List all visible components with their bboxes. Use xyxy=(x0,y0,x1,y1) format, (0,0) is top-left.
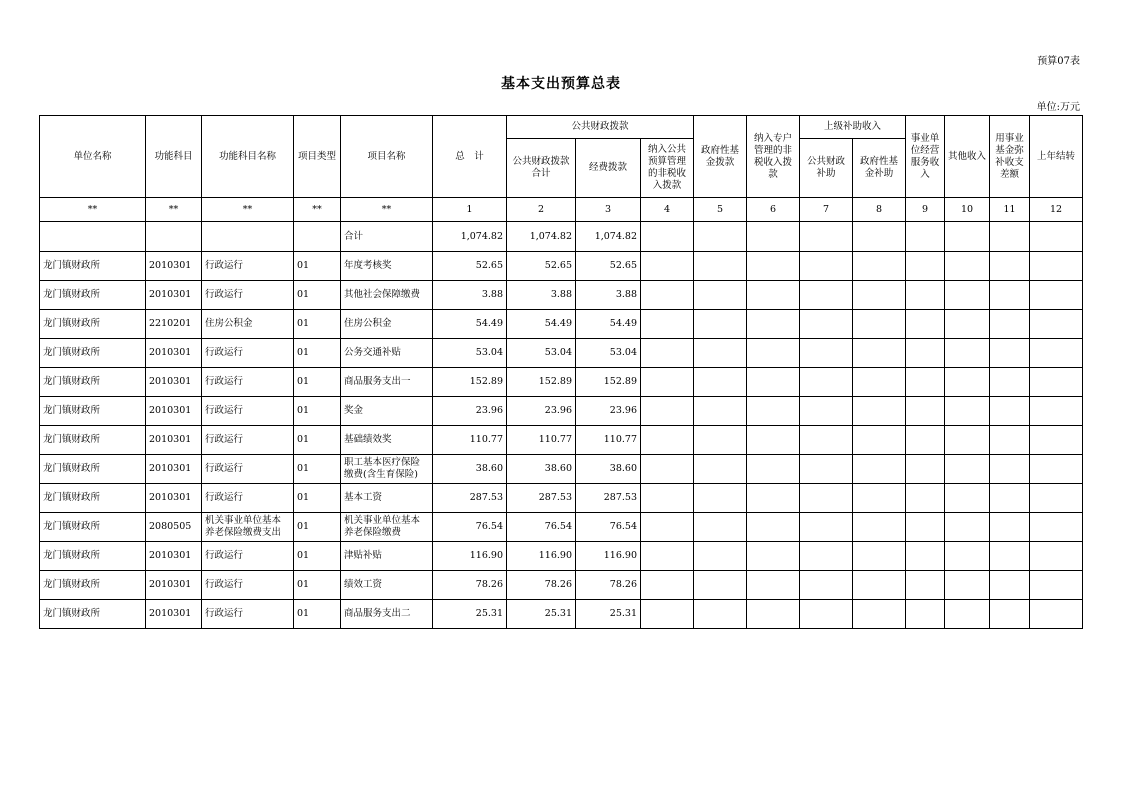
cell-func-name: 行政运行 xyxy=(202,484,294,513)
cell-empty xyxy=(1030,571,1083,600)
cell-func-code: 2010301 xyxy=(146,484,202,513)
cell-item-name: 商品服务支出一 xyxy=(341,368,433,397)
cell-empty xyxy=(800,368,853,397)
header-total: 总 计 xyxy=(433,116,507,198)
cell-empty xyxy=(945,571,990,600)
cell-empty xyxy=(853,310,906,339)
cell-empty xyxy=(853,368,906,397)
cell-pf-total: 116.90 xyxy=(507,542,576,571)
header-item-type: 项目类型 xyxy=(294,116,341,198)
table-row xyxy=(40,281,1083,310)
cell-empty xyxy=(990,426,1030,455)
cell-empty xyxy=(1030,397,1083,426)
total-empty-cell xyxy=(146,222,202,252)
cell-func-name: 行政运行 xyxy=(202,542,294,571)
index-cell: 12 xyxy=(1030,198,1083,222)
cell-empty xyxy=(990,542,1030,571)
cell-empty xyxy=(641,513,694,542)
cell-func-code: 2010301 xyxy=(146,281,202,310)
cell-empty xyxy=(906,455,945,484)
header-superior-subsidy: 上级补助收入 xyxy=(800,116,906,139)
cell-empty xyxy=(694,339,747,368)
cell-item-type: 01 xyxy=(294,310,341,339)
cell-empty xyxy=(906,252,945,281)
cell-pf-total: 53.04 xyxy=(507,339,576,368)
cell-empty xyxy=(945,397,990,426)
table-row xyxy=(40,426,1083,455)
cell-pf-total: 25.31 xyxy=(507,600,576,629)
cell-empty xyxy=(853,397,906,426)
index-row xyxy=(40,198,1083,222)
cell-empty xyxy=(694,426,747,455)
cell-func-name: 行政运行 xyxy=(202,339,294,368)
cell-unit-name: 龙门镇财政所 xyxy=(40,484,146,513)
total-row xyxy=(40,222,1083,252)
total-empty-cell xyxy=(694,222,747,252)
cell-empty xyxy=(800,426,853,455)
header-gov-fund: 政府性基金拨款 xyxy=(694,116,747,198)
cell-pf-total: 38.60 xyxy=(507,455,576,484)
cell-item-type: 01 xyxy=(294,252,341,281)
cell-empty xyxy=(641,281,694,310)
cell-empty xyxy=(800,455,853,484)
cell-empty xyxy=(1030,600,1083,629)
cell-empty xyxy=(945,455,990,484)
header-unit-name: 单位名称 xyxy=(40,116,146,198)
cell-func-code: 2010301 xyxy=(146,426,202,455)
cell-empty xyxy=(641,484,694,513)
header-item-name: 项目名称 xyxy=(341,116,433,198)
cell-empty xyxy=(747,455,800,484)
cell-empty xyxy=(800,252,853,281)
cell-total: 78.26 xyxy=(433,571,507,600)
cell-func-name: 行政运行 xyxy=(202,571,294,600)
index-cell: 4 xyxy=(641,198,694,222)
cell-func-code: 2010301 xyxy=(146,542,202,571)
cell-empty xyxy=(853,513,906,542)
cell-empty xyxy=(800,484,853,513)
cell-empty xyxy=(694,484,747,513)
cell-total: 54.49 xyxy=(433,310,507,339)
cell-empty xyxy=(906,426,945,455)
cell-empty xyxy=(694,513,747,542)
cell-empty xyxy=(800,339,853,368)
header-func-code: 功能科目 xyxy=(146,116,202,198)
cell-empty xyxy=(906,281,945,310)
cell-empty xyxy=(694,397,747,426)
cell-func-name: 行政运行 xyxy=(202,281,294,310)
cell-func-code: 2010301 xyxy=(146,455,202,484)
cell-empty xyxy=(945,339,990,368)
cell-empty xyxy=(747,397,800,426)
cell-func-code: 2010301 xyxy=(146,252,202,281)
header-fund-balance: 用事业基金弥补收支差额 xyxy=(990,116,1030,198)
cell-total: 38.60 xyxy=(433,455,507,484)
cell-empty xyxy=(990,513,1030,542)
cell-unit-name: 龙门镇财政所 xyxy=(40,310,146,339)
cell-empty xyxy=(1030,484,1083,513)
cell-empty xyxy=(906,339,945,368)
index-cell: 2 xyxy=(507,198,576,222)
cell-total: 52.65 xyxy=(433,252,507,281)
cell-empty xyxy=(641,252,694,281)
total-amount: 1,074.82 xyxy=(433,222,507,252)
form-code: 预算07表 xyxy=(1037,56,1080,67)
cell-empty xyxy=(641,571,694,600)
table-row xyxy=(40,252,1083,281)
header-sub-public: 公共财政补助 xyxy=(800,139,853,198)
page-title: 基本支出预算总表 xyxy=(501,76,621,92)
cell-empty xyxy=(1030,339,1083,368)
cell-empty xyxy=(945,252,990,281)
cell-total: 3.88 xyxy=(433,281,507,310)
cell-empty xyxy=(694,310,747,339)
cell-func-name: 行政运行 xyxy=(202,252,294,281)
cell-item-type: 01 xyxy=(294,368,341,397)
table-row xyxy=(40,455,1083,484)
cell-empty xyxy=(694,368,747,397)
cell-empty xyxy=(906,513,945,542)
cell-empty xyxy=(990,368,1030,397)
cell-unit-name: 龙门镇财政所 xyxy=(40,513,146,542)
cell-empty xyxy=(747,339,800,368)
index-cell: ** xyxy=(202,198,294,222)
cell-empty xyxy=(945,281,990,310)
cell-item-name: 住房公积金 xyxy=(341,310,433,339)
cell-pf-total: 76.54 xyxy=(507,513,576,542)
index-cell: ** xyxy=(341,198,433,222)
header-business-income: 事业单位经营服务收入 xyxy=(906,116,945,198)
cell-empty xyxy=(853,426,906,455)
cell-func-name: 行政运行 xyxy=(202,397,294,426)
cell-empty xyxy=(747,600,800,629)
index-cell: 7 xyxy=(800,198,853,222)
index-cell: 8 xyxy=(853,198,906,222)
cell-empty xyxy=(1030,310,1083,339)
cell-pf-total: 152.89 xyxy=(507,368,576,397)
cell-pf-total: 3.88 xyxy=(507,281,576,310)
table-body xyxy=(40,222,1083,629)
cell-pf-funds: 110.77 xyxy=(576,426,641,455)
cell-empty xyxy=(641,600,694,629)
cell-empty xyxy=(694,571,747,600)
cell-empty xyxy=(694,281,747,310)
total-empty-cell xyxy=(747,222,800,252)
cell-item-name: 奖金 xyxy=(341,397,433,426)
cell-empty xyxy=(800,513,853,542)
budget-table xyxy=(39,115,1083,629)
table-row xyxy=(40,600,1083,629)
cell-pf-funds: 53.04 xyxy=(576,339,641,368)
cell-pf-total: 54.49 xyxy=(507,310,576,339)
cell-empty xyxy=(990,281,1030,310)
cell-empty xyxy=(800,310,853,339)
index-cell: 9 xyxy=(906,198,945,222)
cell-total: 53.04 xyxy=(433,339,507,368)
cell-empty xyxy=(906,368,945,397)
cell-pf-funds: 76.54 xyxy=(576,513,641,542)
cell-empty xyxy=(945,310,990,339)
cell-empty xyxy=(800,397,853,426)
cell-item-name: 公务交通补贴 xyxy=(341,339,433,368)
cell-empty xyxy=(853,542,906,571)
total-empty-cell xyxy=(945,222,990,252)
cell-total: 287.53 xyxy=(433,484,507,513)
cell-empty xyxy=(853,600,906,629)
table-row xyxy=(40,513,1083,542)
cell-func-name: 行政运行 xyxy=(202,600,294,629)
cell-pf-funds: 78.26 xyxy=(576,571,641,600)
cell-empty xyxy=(747,252,800,281)
cell-func-code: 2210201 xyxy=(146,310,202,339)
total-empty-cell xyxy=(202,222,294,252)
cell-empty xyxy=(747,484,800,513)
cell-pf-funds: 116.90 xyxy=(576,542,641,571)
cell-empty xyxy=(694,252,747,281)
header-pf-funds: 经费拨款 xyxy=(576,139,641,198)
cell-func-name: 机关事业单位基本养老保险缴费支出 xyxy=(202,513,294,542)
cell-empty xyxy=(747,368,800,397)
cell-func-code: 2010301 xyxy=(146,397,202,426)
cell-item-name: 职工基本医疗保险缴费(含生育保险) xyxy=(341,455,433,484)
cell-item-name: 机关事业单位基本养老保险缴费 xyxy=(341,513,433,542)
cell-empty xyxy=(906,542,945,571)
cell-pf-total: 287.53 xyxy=(507,484,576,513)
cell-pf-funds: 25.31 xyxy=(576,600,641,629)
cell-empty xyxy=(641,368,694,397)
header-special-nontax: 纳入专户管理的非税收入拨款 xyxy=(747,116,800,198)
cell-empty xyxy=(641,397,694,426)
cell-unit-name: 龙门镇财政所 xyxy=(40,252,146,281)
cell-empty xyxy=(747,513,800,542)
cell-empty xyxy=(747,542,800,571)
cell-empty xyxy=(945,368,990,397)
cell-empty xyxy=(853,455,906,484)
cell-empty xyxy=(641,542,694,571)
cell-empty xyxy=(641,455,694,484)
total-empty-cell xyxy=(990,222,1030,252)
cell-item-type: 01 xyxy=(294,339,341,368)
cell-unit-name: 龙门镇财政所 xyxy=(40,571,146,600)
cell-unit-name: 龙门镇财政所 xyxy=(40,368,146,397)
cell-func-code: 2010301 xyxy=(146,368,202,397)
cell-pf-funds: 52.65 xyxy=(576,252,641,281)
cell-item-type: 01 xyxy=(294,571,341,600)
cell-empty xyxy=(800,542,853,571)
cell-item-name: 其他社会保障缴费 xyxy=(341,281,433,310)
index-cell: ** xyxy=(294,198,341,222)
cell-empty xyxy=(1030,542,1083,571)
cell-empty xyxy=(990,571,1030,600)
cell-pf-funds: 23.96 xyxy=(576,397,641,426)
cell-empty xyxy=(990,339,1030,368)
cell-empty xyxy=(694,600,747,629)
cell-unit-name: 龙门镇财政所 xyxy=(40,281,146,310)
cell-item-type: 01 xyxy=(294,281,341,310)
cell-empty xyxy=(1030,281,1083,310)
index-cell: 10 xyxy=(945,198,990,222)
total-empty-cell xyxy=(906,222,945,252)
cell-item-type: 01 xyxy=(294,484,341,513)
total-label: 合计 xyxy=(341,222,433,252)
cell-empty xyxy=(990,310,1030,339)
cell-item-type: 01 xyxy=(294,600,341,629)
cell-empty xyxy=(945,600,990,629)
table-header xyxy=(40,116,1083,222)
cell-empty xyxy=(800,281,853,310)
cell-func-name: 行政运行 xyxy=(202,368,294,397)
index-cell: 3 xyxy=(576,198,641,222)
cell-unit-name: 龙门镇财政所 xyxy=(40,455,146,484)
total-empty-cell xyxy=(40,222,146,252)
total-pf-funds: 1,074.82 xyxy=(576,222,641,252)
cell-empty xyxy=(906,310,945,339)
total-empty-cell xyxy=(294,222,341,252)
total-empty-cell xyxy=(1030,222,1083,252)
cell-pf-funds: 54.49 xyxy=(576,310,641,339)
header-sub-gov-fund: 政府性基金补助 xyxy=(853,139,906,198)
cell-total: 110.77 xyxy=(433,426,507,455)
cell-item-type: 01 xyxy=(294,455,341,484)
table-row xyxy=(40,310,1083,339)
table-row xyxy=(40,484,1083,513)
cell-total: 116.90 xyxy=(433,542,507,571)
total-pf-total: 1,074.82 xyxy=(507,222,576,252)
cell-item-name: 绩效工资 xyxy=(341,571,433,600)
cell-unit-name: 龙门镇财政所 xyxy=(40,542,146,571)
cell-pf-total: 23.96 xyxy=(507,397,576,426)
cell-empty xyxy=(945,513,990,542)
cell-empty xyxy=(694,542,747,571)
cell-empty xyxy=(853,484,906,513)
header-pf-nontax: 纳入公共预算管理的非税收入拨款 xyxy=(641,139,694,198)
cell-unit-name: 龙门镇财政所 xyxy=(40,600,146,629)
cell-empty xyxy=(694,455,747,484)
cell-empty xyxy=(1030,426,1083,455)
cell-pf-funds: 3.88 xyxy=(576,281,641,310)
cell-empty xyxy=(747,310,800,339)
cell-empty xyxy=(853,571,906,600)
index-cell: 6 xyxy=(747,198,800,222)
header-other-income: 其他收入 xyxy=(945,116,990,198)
cell-empty xyxy=(1030,513,1083,542)
table-row xyxy=(40,368,1083,397)
cell-func-name: 行政运行 xyxy=(202,426,294,455)
cell-pf-total: 52.65 xyxy=(507,252,576,281)
cell-empty xyxy=(747,571,800,600)
cell-empty xyxy=(1030,455,1083,484)
header-func-name: 功能科目名称 xyxy=(202,116,294,198)
index-cell: ** xyxy=(40,198,146,222)
cell-item-name: 年度考核奖 xyxy=(341,252,433,281)
cell-item-name: 津贴补贴 xyxy=(341,542,433,571)
table-row xyxy=(40,397,1083,426)
cell-empty xyxy=(747,426,800,455)
cell-empty xyxy=(906,571,945,600)
index-cell: ** xyxy=(146,198,202,222)
cell-empty xyxy=(906,600,945,629)
cell-item-type: 01 xyxy=(294,542,341,571)
header-public-finance: 公共财政拨款 xyxy=(507,116,694,139)
cell-empty xyxy=(747,281,800,310)
cell-item-name: 基础绩效奖 xyxy=(341,426,433,455)
cell-empty xyxy=(853,281,906,310)
cell-empty xyxy=(990,397,1030,426)
cell-unit-name: 龙门镇财政所 xyxy=(40,426,146,455)
cell-empty xyxy=(853,339,906,368)
index-cell: 1 xyxy=(433,198,507,222)
cell-total: 152.89 xyxy=(433,368,507,397)
cell-total: 76.54 xyxy=(433,513,507,542)
index-cell: 5 xyxy=(694,198,747,222)
cell-empty xyxy=(1030,368,1083,397)
cell-func-code: 2010301 xyxy=(146,339,202,368)
cell-empty xyxy=(945,542,990,571)
cell-item-type: 01 xyxy=(294,397,341,426)
cell-func-name: 行政运行 xyxy=(202,455,294,484)
header-last-year: 上年结转 xyxy=(1030,116,1083,198)
cell-item-type: 01 xyxy=(294,513,341,542)
total-empty-cell xyxy=(641,222,694,252)
cell-item-type: 01 xyxy=(294,426,341,455)
cell-total: 23.96 xyxy=(433,397,507,426)
total-empty-cell xyxy=(853,222,906,252)
cell-empty xyxy=(945,426,990,455)
cell-empty xyxy=(1030,252,1083,281)
cell-func-code: 2080505 xyxy=(146,513,202,542)
cell-item-name: 商品服务支出二 xyxy=(341,600,433,629)
cell-empty xyxy=(641,339,694,368)
cell-empty xyxy=(945,484,990,513)
cell-empty xyxy=(641,310,694,339)
cell-total: 25.31 xyxy=(433,600,507,629)
total-empty-cell xyxy=(800,222,853,252)
cell-empty xyxy=(990,252,1030,281)
header-pf-total: 公共财政拨款合计 xyxy=(507,139,576,198)
cell-pf-funds: 287.53 xyxy=(576,484,641,513)
cell-empty xyxy=(641,426,694,455)
cell-item-name: 基本工资 xyxy=(341,484,433,513)
cell-pf-total: 110.77 xyxy=(507,426,576,455)
unit-label: 单位:万元 xyxy=(1036,102,1080,113)
cell-empty xyxy=(853,252,906,281)
cell-empty xyxy=(990,484,1030,513)
table-row xyxy=(40,542,1083,571)
cell-empty xyxy=(990,600,1030,629)
cell-empty xyxy=(906,397,945,426)
cell-empty xyxy=(800,571,853,600)
cell-func-code: 2010301 xyxy=(146,571,202,600)
cell-pf-total: 78.26 xyxy=(507,571,576,600)
cell-pf-funds: 38.60 xyxy=(576,455,641,484)
index-cell: 11 xyxy=(990,198,1030,222)
cell-func-code: 2010301 xyxy=(146,600,202,629)
cell-func-name: 住房公积金 xyxy=(202,310,294,339)
cell-empty xyxy=(906,484,945,513)
table-row xyxy=(40,571,1083,600)
cell-pf-funds: 152.89 xyxy=(576,368,641,397)
table-row xyxy=(40,339,1083,368)
cell-unit-name: 龙门镇财政所 xyxy=(40,397,146,426)
cell-empty xyxy=(800,600,853,629)
cell-empty xyxy=(990,455,1030,484)
cell-unit-name: 龙门镇财政所 xyxy=(40,339,146,368)
